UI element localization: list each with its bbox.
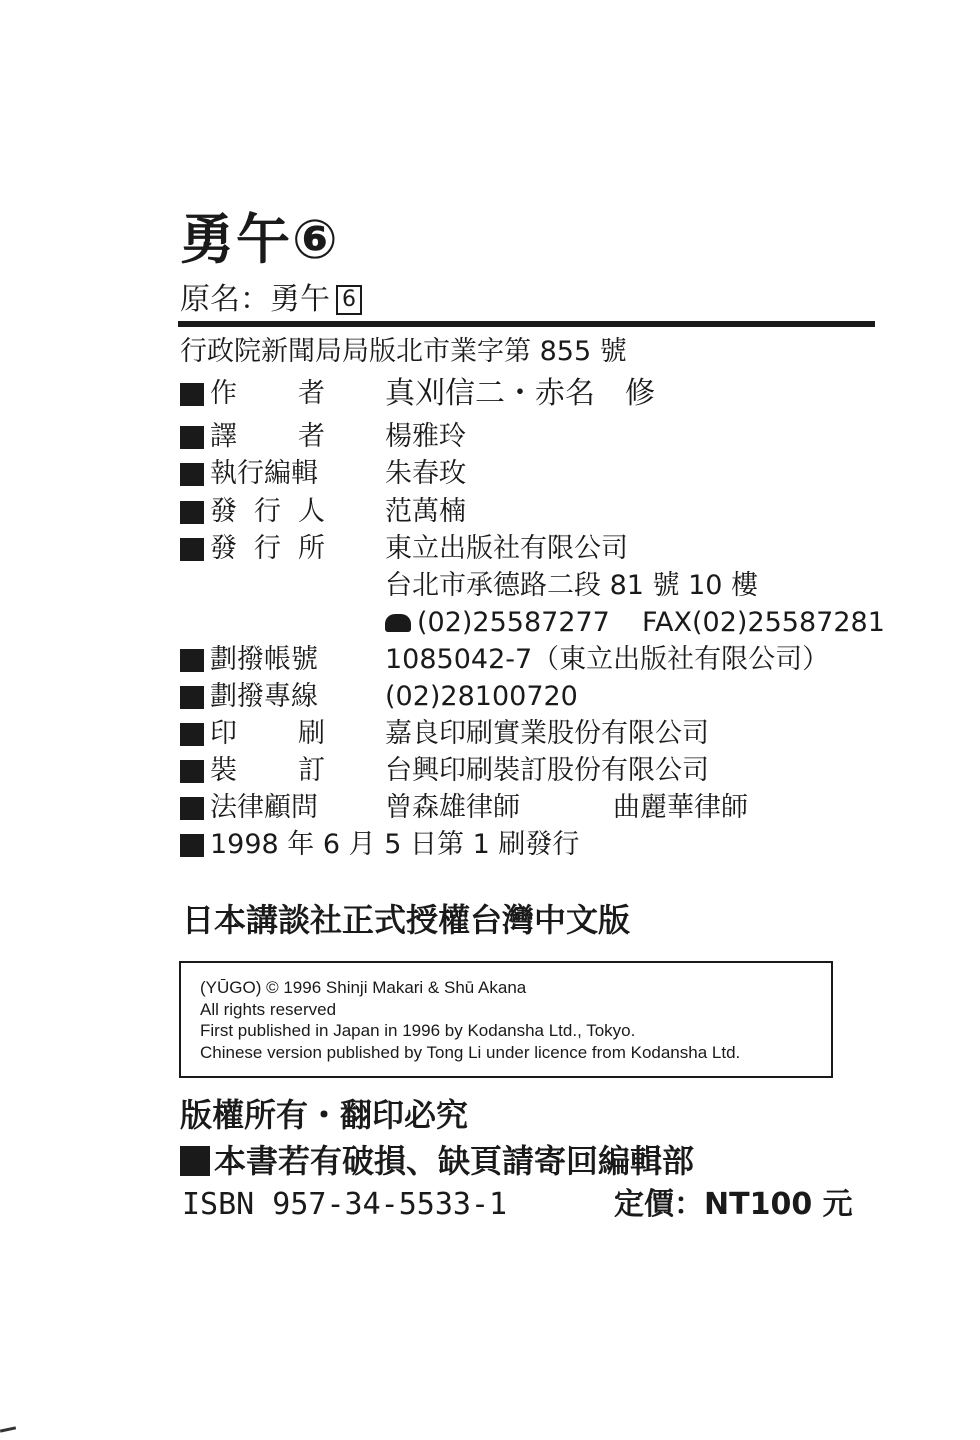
registration-number: 行政院新聞局局版北市業字第 855 號 [180,336,627,367]
translator-value: 楊雅玲 [385,421,466,452]
edition-date: 1998 年 6 月 5 日第 1 刷發行 [210,829,580,860]
credit-row-legal [180,789,880,826]
credit-row-publisher-person [180,493,880,530]
isbn: ISBN 957-34-5533-1 [182,1187,508,1222]
author-value: 真刈信二・赤名 修 [385,376,655,411]
bullet-square [180,1146,210,1176]
bullet-square [180,649,204,672]
copyright-line: Chinese version published by Tong Li under licence from Kodansha Ltd. [200,1042,741,1062]
bullet-square [180,463,204,486]
credit-row-postal-account [180,641,880,678]
copyright-line: First published in Japan in 1996 by Kodansha Ltd., Tokyo. [200,1021,636,1040]
bullet-square [180,501,204,524]
bullet-square [180,797,204,820]
title-rule [178,321,875,327]
credit-row-publisher [180,530,880,567]
telephone-icon [385,614,411,632]
license-statement: 日本講談社正式授權台灣中文版 [182,901,631,939]
credit-label: 裝 訂 [210,755,325,786]
binder-value: 台興印刷裝訂股份有限公司 [385,755,709,786]
bullet-square [180,538,204,561]
legal-advisor-1: 曾森雄律師 [385,792,520,823]
printer-value: 嘉良印刷實業股份有限公司 [385,718,709,749]
credit-row-postal-line [180,678,880,715]
credit-label: 劃撥帳號 [210,644,318,675]
credit-row-binder [180,752,880,789]
editor-value: 朱春玫 [385,458,466,489]
credit-label: 發 行 人 [210,496,325,527]
credit-label: 作 者 [210,378,325,409]
damage-notice: 本書若有破損、缺頁請寄回編輯部 [180,1138,694,1184]
credit-row-edition [180,826,880,863]
credit-label: 發 行 所 [210,533,325,564]
bullet-square [180,760,204,783]
price: 定價：NT100 元 [614,1187,853,1222]
bullet-square [180,383,204,406]
credit-row-address [180,567,880,604]
bullet-square [180,723,204,746]
scan-mark [0,1426,16,1432]
volume-number: 6 [336,285,362,315]
credit-label: 印 刷 [210,718,325,749]
credit-row-author [180,375,880,412]
legal-advisor-2: 曲麗華律師 [613,792,748,823]
postal-line-value: (02)28100720 [385,681,578,712]
copyright-line: All rights reserved [200,999,337,1019]
publisher-value: 東立出版社有限公司 [385,533,628,564]
credit-label: 執行編輯 [210,458,318,489]
credit-label: 譯 者 [210,421,325,452]
bullet-square [180,834,204,857]
postal-account-value: 1085042-7（東立出版社有限公司） [385,644,830,675]
rights-notice: 版權所有・翻印必究 [180,1096,469,1134]
fax-number: FAX(02)25587281 [642,607,885,638]
credit-row-editor [180,455,880,492]
publisher-address: 台北市承德路二段 81 號 10 樓 [385,570,759,601]
book-title: 勇午⑥ [180,208,340,271]
copyright-box [179,961,833,1078]
publisher-person-value: 范萬楠 [385,496,466,527]
original-title-label: 原名：勇午 [180,282,330,317]
credit-row-printer [180,715,880,752]
bullet-square [180,686,204,709]
credit-row-translator [180,418,880,455]
credit-label: 劃撥專線 [210,681,318,712]
credit-row-contact [180,604,885,641]
bullet-square [180,426,204,449]
phone-number: (02)25587277 [385,604,610,641]
original-title [180,280,362,320]
copyright-line: (YŪGO) © 1996 Shinji Makari & Shū Akana [200,978,527,997]
credit-label: 法律顧問 [210,792,318,823]
